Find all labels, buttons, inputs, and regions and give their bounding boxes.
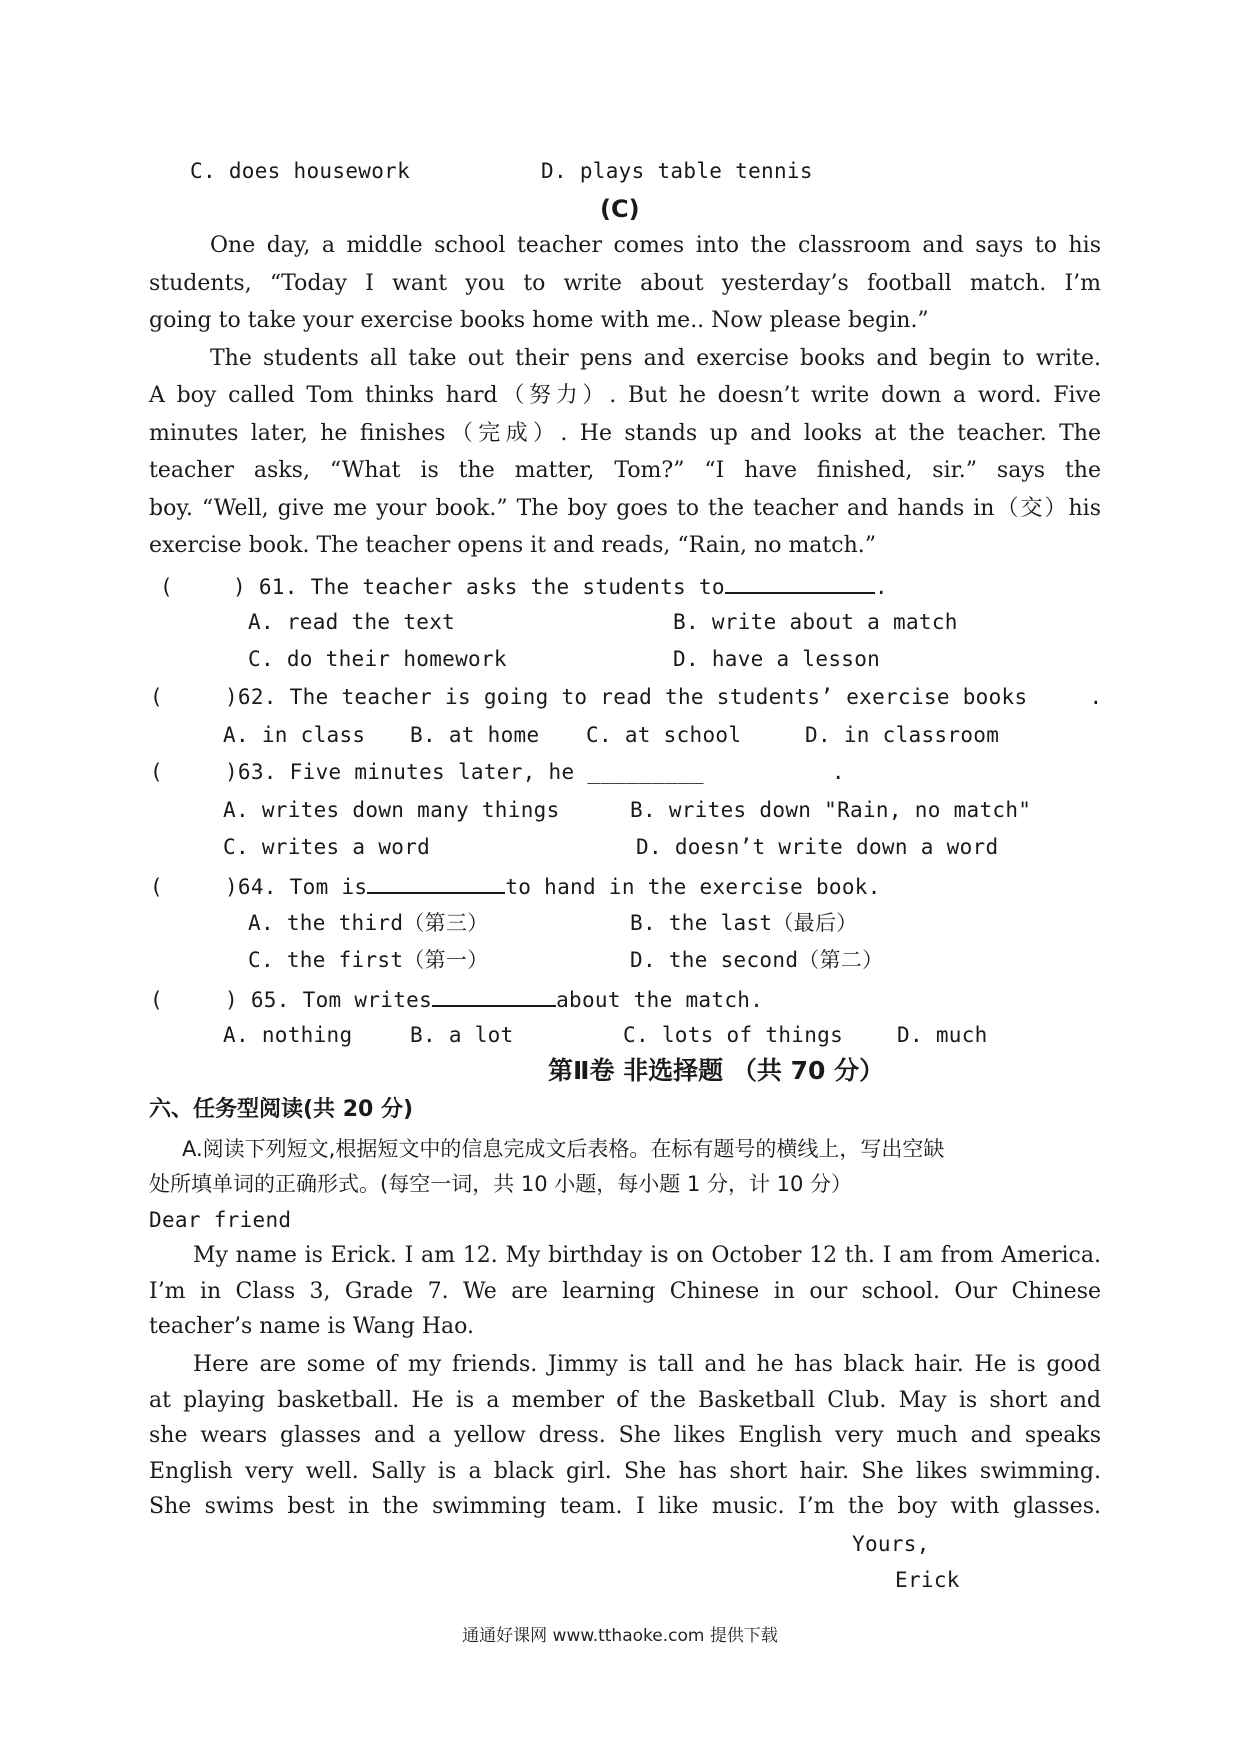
question-end: . [831,760,845,784]
question-stem: 64. Tom is [237,875,368,899]
passage-c-line: One day, a middle school teacher comes into the classroom and says to his [210,233,1101,258]
letter-greeting: Dear friend [149,1208,292,1232]
letter-line: I’m in Class 3, Grade 7. We are learning Chinese in our school. Our Chinese [149,1278,1101,1304]
question-end: . [1089,685,1103,709]
question-63 [150,757,845,787]
question-65 [150,983,763,1015]
q62-option-a: A. in class [223,723,366,747]
q61-option-d: D. have a lesson [673,647,881,671]
answer-blank[interactable] [432,983,556,1007]
letter-paragraph-2 [149,1347,1101,1525]
section6-title: 六、任务型阅读(共 20 分) [149,1097,414,1122]
q65-option-b: B. a lot [410,1023,514,1047]
answer-blank[interactable] [367,870,505,894]
q62-option-b: B. at home [410,723,540,747]
answer-paren-open: ( [150,760,163,784]
question-62 [150,682,1102,712]
question-end: . [874,575,888,599]
page-footer: 通通好课网 www.tthaoke.com 提供下载 [462,1626,778,1646]
part2-title: 第Ⅱ卷 非选择题 （共 70 分） [548,1056,885,1085]
letter-closing: Yours, [852,1532,930,1556]
q65-option-a: A. nothing [223,1023,353,1047]
question-64 [150,870,881,902]
letter-line: She swims best in the swimming team. I like music. I’m the boy with glasses. [149,1494,1101,1519]
q64-option-b: B. the last（最后） [630,911,858,935]
answer-paren-close: ) [224,875,238,899]
q62-option-c: C. at school [586,723,742,747]
question-stem: 62. The teacher is going to read the students’ exercise books [237,685,1028,709]
q63-option-c: C. writes a word [223,835,431,859]
q64-option-a: A. the third（第三） [248,911,489,935]
q65-option-c: C. lots of things [623,1023,844,1047]
letter-line: she wears glasses and a yellow dress. She likes English very much and speaks [149,1423,1101,1448]
section6-instruction: A.阅读下列短文,根据短文中的信息完成文后表格。在标有题号的横线上，写出空缺 [182,1137,945,1161]
letter-signature: Erick [895,1568,960,1592]
question-end: to hand in the exercise book. [505,875,881,899]
option-d-table-tennis: D. plays table tennis [541,159,813,183]
q63-option-b: B. writes down "Rain, no match" [630,798,1032,822]
answer-paren-open: ( [150,988,163,1012]
letter-paragraph-1 [149,1238,1101,1345]
option-c-housework: C. does housework [190,159,411,183]
passage-c-label: (C) [600,195,640,223]
passage-c-line: exercise book. The teacher opens it and reads, “Rain, no match.” [149,533,876,558]
letter-line: English very well. Sally is a black girl. She has short hair. She likes swimming. [149,1458,1101,1484]
passage-c-line: students, “Today I want you to write about yesterday’s football match. I’m [149,270,1101,296]
q64-option-c: C. the first（第一） [248,948,489,972]
passage-c-body [149,227,1101,565]
letter-line: My name is Erick. I am 12. My birthday is on October 12 th. I am from America. [193,1243,1101,1268]
q61-option-c: C. do their homework [248,647,507,671]
answer-paren-close: ) [224,685,238,709]
passage-c-line: teacher asks, “What is the matter, Tom?” “I have finished, sir.” says the [149,458,1101,483]
question-61 [160,570,888,602]
question-end: about the match. [556,988,764,1012]
q64-option-d: D. the second（第二） [630,948,884,972]
answer-paren-close: ) [232,575,246,599]
q62-option-d: D. in classroom [805,723,1000,747]
q65-option-d: D. much [897,1023,988,1047]
section6-instruction: 处所填单词的正确形式。(每空一词，共 10 小题，每小题 1 分，计 10 分） [149,1172,853,1196]
answer-blank[interactable]: _________ [587,760,704,784]
question-stem: 61. The teacher asks the students to [258,575,725,599]
passage-c-line: boy. “Well, give me your book.” The boy goes to the teacher and hands in（交）his [149,495,1101,521]
q63-option-a: A. writes down many things [223,798,560,822]
answer-paren-close: ) [224,988,238,1012]
answer-paren-open: ( [150,685,163,709]
answer-paren-open: ( [150,875,163,899]
passage-c-line: minutes later, he finishes（完成）. He stands up and looks at the teacher. The [149,420,1101,446]
letter-line: teacher’s name is Wang Hao. [149,1314,474,1339]
question-stem: 65. Tom writes [250,988,433,1012]
answer-paren-close: ) [224,760,238,784]
q63-option-d: D. doesn’t write down a word [636,835,999,859]
passage-c-line: The students all take out their pens and exercise books and begin to write. [210,345,1101,371]
letter-line: Here are some of my friends. Jimmy is tall and he has black hair. He is good [193,1352,1101,1377]
q61-option-b: B. write about a match [673,610,958,634]
answer-paren-open: ( [160,575,173,599]
q61-option-a: A. read the text [248,610,456,634]
passage-c-line: going to take your exercise books home with me.. Now please begin.” [149,308,929,333]
letter-line: at playing basketball. He is a member of the Basketball Club. May is short and [149,1387,1101,1413]
answer-blank[interactable] [725,570,875,594]
question-stem: 63. Five minutes later, he [237,760,575,784]
passage-c-line: A boy called Tom thinks hard（努力）. But he doesn’t write down a word. Five [149,383,1101,408]
